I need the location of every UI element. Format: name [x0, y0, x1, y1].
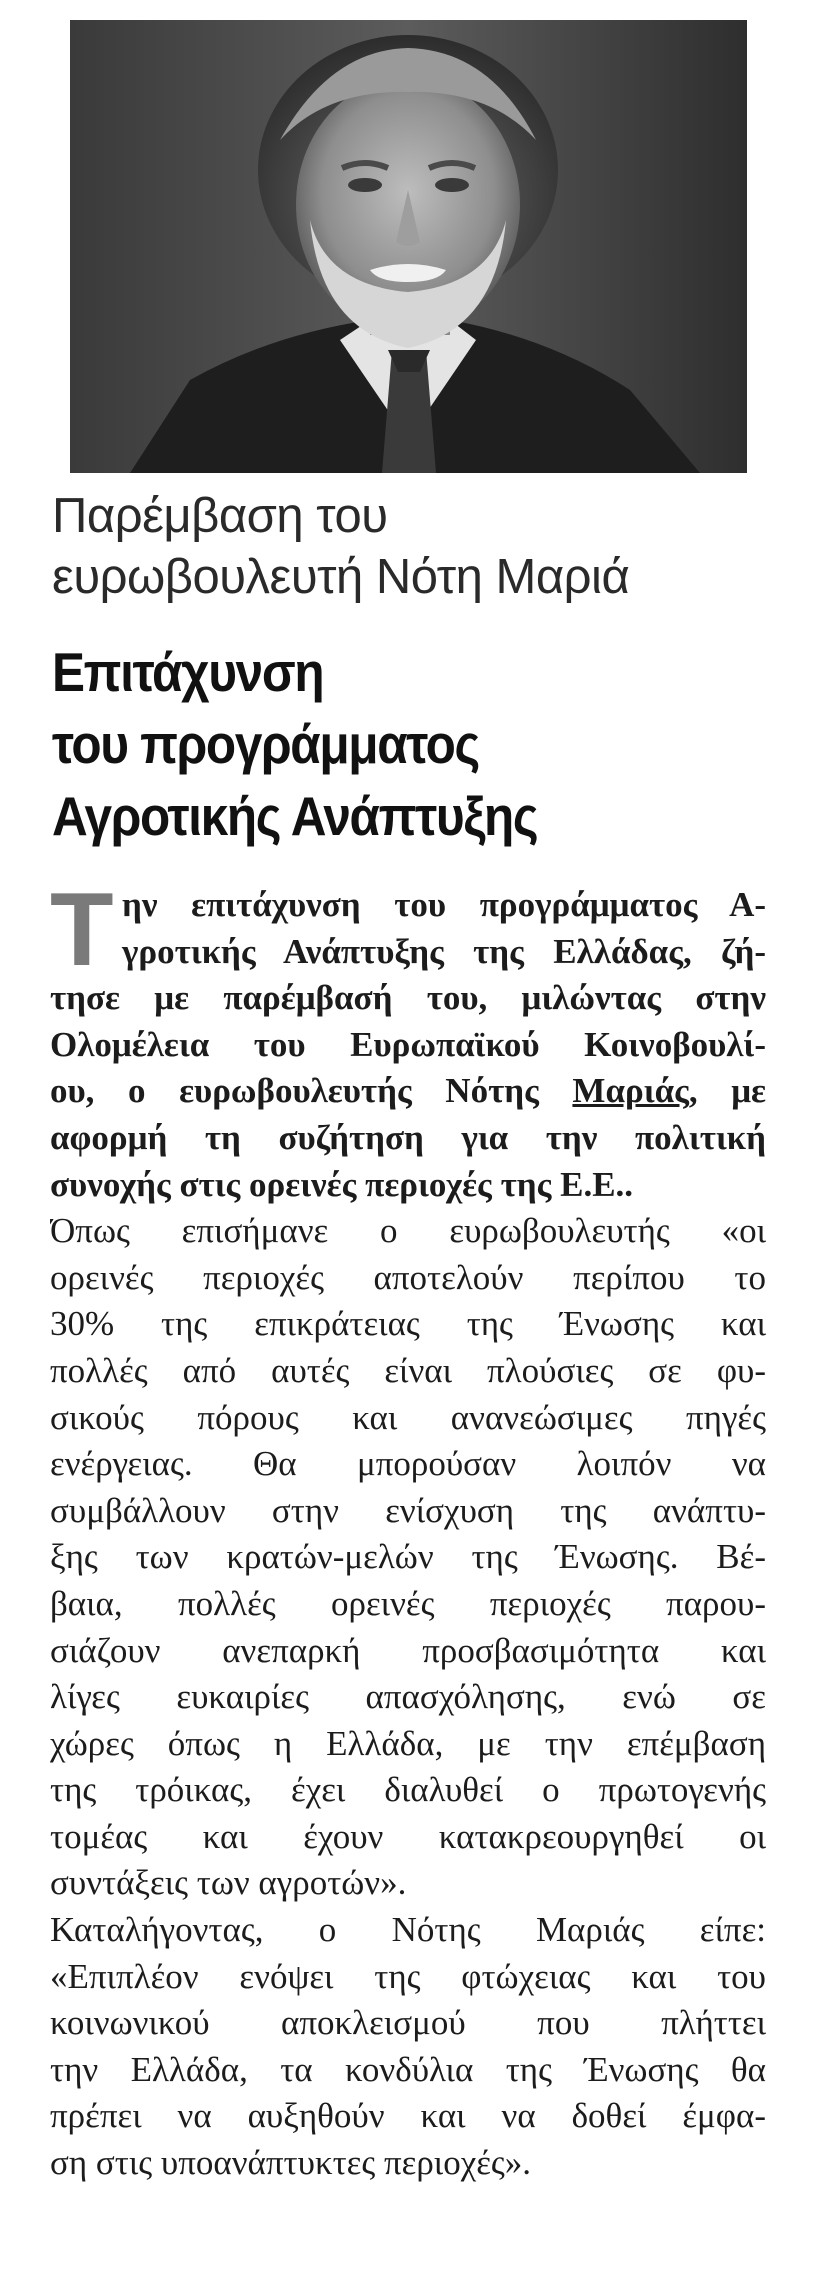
- body-line: ορεινές περιοχές αποτελούν περίπου το: [50, 1257, 766, 1297]
- body-line: [50, 1068, 766, 1115]
- body-line: κοινωνικού αποκλεισμού που πλήττει: [50, 2003, 766, 2043]
- drop-cap: Τ: [50, 872, 114, 988]
- body-line: συμβάλλουν στην ενίσχυση της ανάπτυ-: [50, 1490, 766, 1530]
- body-line: σιάζουν ανεπαρκή προσβασιμότητα και: [50, 1630, 766, 1670]
- body-line: χώρες όπως η Ελλάδα, με την επέμβαση: [50, 1723, 766, 1763]
- body-line: τομέας και έχουν κατακρεουργηθεί οι: [50, 1816, 766, 1856]
- name-link[interactable]: Μαριάς: [572, 1071, 689, 1111]
- body-line-text: , με: [688, 1071, 766, 1111]
- article-kicker: [52, 486, 772, 608]
- headline-line: Αγροτικής Ανάπτυξης: [52, 785, 538, 847]
- body-line-text: ου, ο ευρωβουλευτής Νότης: [50, 1071, 573, 1111]
- kicker-line: ευρωβουλευτή Νότη Μαριά: [52, 550, 630, 604]
- body-line: Όπως επισήμανε ο ευρωβουλευτής «οι: [50, 1211, 766, 1251]
- portrait-photo: [70, 20, 747, 473]
- body-line: ην επιτάχυνση του προγράμματος Α-: [122, 885, 766, 924]
- body-line: σικούς πόρους και ανανεώσιμες πηγές: [50, 1397, 766, 1437]
- body-line: ξης των κρατών-μελών της Ένωσης. Βέ-: [50, 1537, 766, 1577]
- body-line: της τρόικας, έχει διαλυθεί ο πρωτογενής: [50, 1770, 766, 1810]
- body-line: «Επιπλέον ενόψει της φτώχειας και του: [50, 1956, 766, 1996]
- body-line: πολλές από αυτές είναι πλούσιες σε φυ-: [50, 1350, 766, 1390]
- body-line: 30% της επικράτειας της Ένωσης και: [50, 1304, 766, 1344]
- portrait-image: [70, 20, 747, 473]
- body-line: Καταλήγοντας, ο Νότης Μαριάς είπε:: [50, 1910, 766, 1950]
- body-line: λίγες ευκαιρίες απασχόλησης, ενώ σε: [50, 1677, 766, 1717]
- body-line: ση στις υποανάπτυκτες περιοχές».: [50, 2143, 532, 2183]
- body-line: τησε με παρέμβασή του, μιλώντας στην: [50, 978, 766, 1018]
- article-headline: [52, 636, 700, 852]
- body-line: πρέπει να αυξηθούν και να δοθεί έμφα-: [50, 2096, 766, 2136]
- kicker-line: Παρέμβαση του: [52, 489, 388, 543]
- body-line: συντάξεις των αγροτών».: [50, 1863, 407, 1903]
- article-body: [50, 872, 766, 2187]
- headline-line: Επιτάχυνση: [52, 641, 324, 703]
- body-line: γροτικής Ανάπτυξης της Ελλάδας, ζή-: [122, 931, 766, 971]
- headline-line: του προγράμματος: [52, 713, 479, 775]
- body-line: ενέργειας. Θα μπορούσαν λοιπόν να: [50, 1444, 766, 1484]
- body-line: αφορμή τη συζήτηση για την πολιτική: [50, 1117, 766, 1157]
- body-line: συνοχής στις ορεινές περιοχές της Ε.Ε..: [50, 1164, 634, 1204]
- body-line: βαια, πολλές ορεινές περιοχές παρου-: [50, 1583, 766, 1623]
- body-line: Ολομέλεια του Ευρωπαϊκού Κοινοβουλί-: [50, 1024, 766, 1064]
- body-line: την Ελλάδα, τα κονδύλια της Ένωσης θα: [50, 2049, 766, 2089]
